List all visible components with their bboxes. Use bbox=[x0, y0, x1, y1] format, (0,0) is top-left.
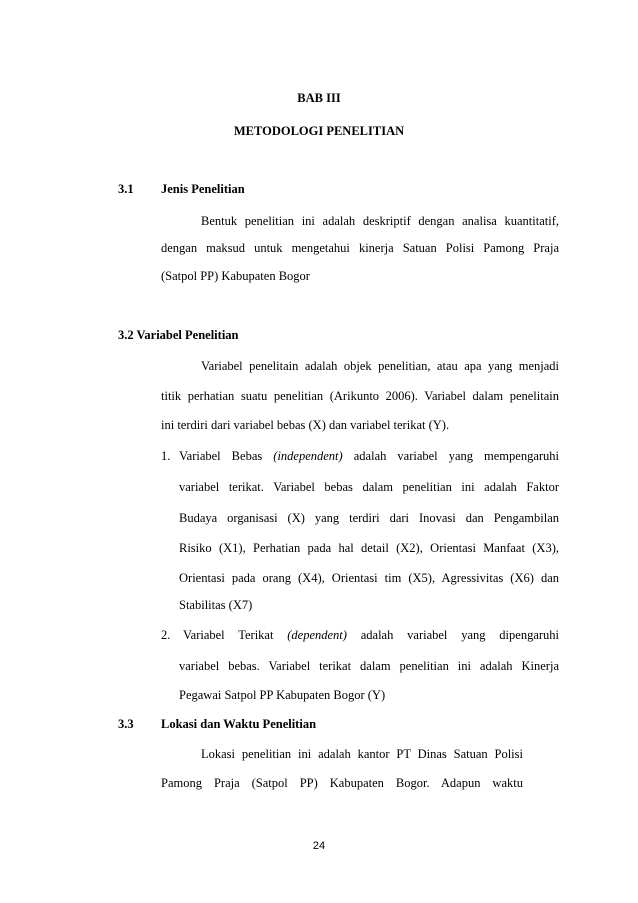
section-number: 3.1 bbox=[118, 182, 134, 196]
paragraph-line: dengan maksud untuk mengetahui kinerja Satuan Polisi Pamong Praja bbox=[161, 241, 559, 255]
list-item-line: Orientasi pada orang (X4), Orientasi tim (X5), Agressivitas (X6) dan bbox=[179, 571, 559, 585]
list-marker: 1. bbox=[161, 449, 171, 463]
list-item-line bbox=[179, 448, 559, 464]
section-heading: 3.2 Variabel Penelitian bbox=[118, 328, 239, 342]
paragraph-line: Pamong Praja (Satpol PP) Kabupaten Bogor. Adapun waktu bbox=[161, 776, 523, 790]
list-item-line: variabel bebas. Variabel terikat dalam penelitian ini adalah Kinerja bbox=[179, 659, 559, 673]
list-item-line: Risiko (X1), Perhatian pada hal detail (X2), Orientasi Manfaat (X3), bbox=[179, 541, 559, 555]
item-lead: Variabel Terikat bbox=[183, 628, 274, 642]
paragraph-line: ini terdiri dari variabel bebas (X) dan variabel terikat (Y). bbox=[161, 418, 450, 432]
paragraph-line: Bentuk penelitian ini adalah deskriptif dengan analisa kuantitatif, bbox=[201, 214, 559, 228]
section-heading: Lokasi dan Waktu Penelitian bbox=[161, 717, 317, 731]
item-rest: adalah variabel yang mempengaruhi bbox=[353, 449, 560, 463]
paragraph-line: (Satpol PP) Kabupaten Bogor bbox=[161, 269, 310, 283]
section-number: 3.3 bbox=[118, 717, 134, 731]
item-lead: Variabel Bebas bbox=[179, 449, 263, 463]
page-number: 24 bbox=[312, 840, 326, 852]
chapter-title: METODOLOGI PENELITIAN bbox=[233, 124, 405, 138]
item-term: (independent) bbox=[273, 449, 343, 463]
list-item-line: variabel terikat. Variabel bebas dalam penelitian ini adalah Faktor bbox=[179, 480, 559, 494]
paragraph-line: Variabel penelitain adalah objek penelitian, atau apa yang menjadi bbox=[201, 359, 559, 373]
list-item-line: Pegawai Satpol PP Kabupaten Bogor (Y) bbox=[179, 688, 386, 702]
chapter-number: BAB III bbox=[297, 91, 341, 105]
list-marker: 2. bbox=[161, 628, 171, 642]
list-item-line bbox=[183, 627, 559, 643]
paragraph-line: Lokasi penelitian ini adalah kantor PT Dinas Satuan Polisi bbox=[201, 747, 523, 761]
list-item-line: Budaya organisasi (X) yang terdiri dari Inovasi dan Pengambilan bbox=[179, 511, 559, 525]
list-item-line: Stabilitas (X7) bbox=[179, 598, 253, 612]
section-heading: Jenis Penelitian bbox=[161, 182, 245, 196]
paragraph-line: titik perhatian suatu penelitian (Arikunto 2006). Variabel dalam penelitain bbox=[161, 389, 559, 403]
item-rest: adalah variabel yang dipengaruhi bbox=[360, 628, 559, 642]
item-term: (dependent) bbox=[287, 628, 347, 642]
